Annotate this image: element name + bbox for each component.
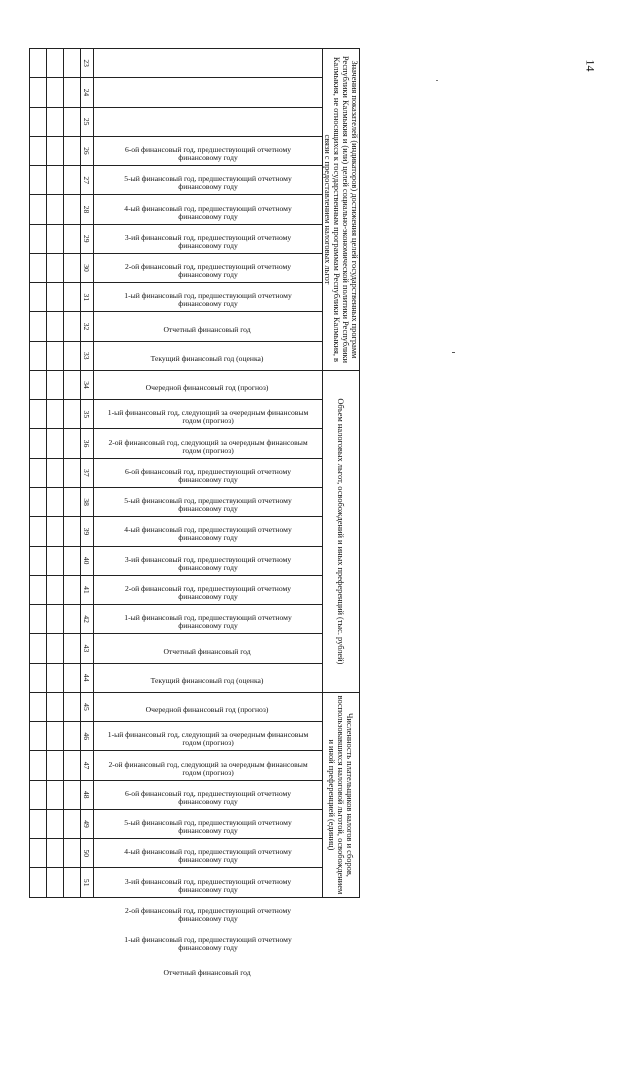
group-header-row [322, 49, 359, 898]
page-number-text: 14 [583, 59, 598, 72]
table-cell [63, 341, 80, 370]
table-cell [63, 312, 80, 341]
table-cell [29, 517, 46, 546]
column-header-label: 2-ой финансовый год, предшествующий отчетному финансовому году [124, 262, 291, 280]
table-cell [29, 195, 46, 224]
table-cell [46, 253, 63, 282]
table-cell [29, 283, 46, 312]
column-number: 49 [80, 809, 93, 838]
column-header-label: Очередной финансовый год (прогноз) [145, 383, 269, 393]
table-cell [63, 283, 80, 312]
indicator-table [29, 48, 360, 978]
table-cell [29, 136, 46, 165]
table-cell [63, 166, 80, 195]
table-row [29, 49, 46, 898]
table-cell [63, 429, 80, 458]
table-cell [46, 605, 63, 634]
column-header-label: 2-ой финансовый год, предшествующий отчетному финансовому году [124, 584, 291, 601]
table-cell [29, 809, 46, 838]
table-cell [63, 663, 80, 692]
table-cell [46, 136, 63, 165]
table-cell [29, 224, 46, 253]
column-header-label: 1-ый финансовый год, следующий за очередным финансовым годом (прогноз) [107, 408, 308, 426]
table-cell [63, 253, 80, 282]
column-number: 27 [80, 166, 93, 195]
column-header-label: 2-ой финансовый год, следующий за очередным финансовым годом (прогноз) [108, 759, 308, 777]
column-number: 51 [80, 868, 93, 898]
column-header-label: 5-ый финансовый год, предшествующий отчетному финансовому году [123, 818, 292, 836]
table-cell [29, 634, 46, 663]
table-cell [46, 839, 63, 868]
column-header-label: 2-ой финансовый год, предшествующий отчетному финансовому году [124, 905, 291, 923]
column-header-label: Текущий финансовый год (оценка) [150, 353, 264, 363]
column-number: 24 [80, 78, 93, 107]
table-cell [46, 809, 63, 838]
table-cell [63, 224, 80, 253]
table-cell [63, 839, 80, 868]
column-header-label: 1-ый финансовый год, следующий за очередным финансовым годом (прогноз) [107, 730, 308, 748]
scan-speck [452, 352, 455, 353]
table-cell [46, 663, 63, 692]
group-header: Объем налоговых льгот, освобождений и иных преференций (тыс. рублей) [322, 370, 359, 692]
table-cell [46, 370, 63, 399]
column-number: 34 [80, 370, 93, 399]
table-cell [63, 751, 80, 780]
column-number: 39 [80, 517, 93, 546]
table-cell [29, 400, 46, 429]
column-number: 38 [80, 487, 93, 516]
table-cell [46, 458, 63, 487]
column-number: 23 [80, 49, 93, 78]
table-cell [29, 722, 46, 751]
table-cell [29, 312, 46, 341]
column-number: 43 [80, 634, 93, 663]
column-number: 28 [80, 195, 93, 224]
table-cell [63, 49, 80, 78]
column-number: 33 [80, 341, 93, 370]
table-cell [29, 663, 46, 692]
table-cell [29, 605, 46, 634]
column-header-label: 2-ой финансовый год, следующий за очередным финансовым годом (прогноз) [108, 437, 308, 455]
table-cell [29, 429, 46, 458]
column-number: 46 [80, 722, 93, 751]
table-cell [29, 107, 46, 136]
table-cell [29, 780, 46, 809]
table-cell [63, 780, 80, 809]
table-cell [63, 692, 80, 721]
column-header-label: Отчетный финансовый год [163, 646, 251, 656]
column-header [93, 49, 322, 162]
table-cell [29, 839, 46, 868]
column-header-label: 4-ый финансовый год, предшествующий отчетному финансовому году [123, 203, 292, 221]
table-cell [46, 780, 63, 809]
table-cell [63, 868, 80, 898]
scan-mark [436, 80, 438, 81]
table-cell [46, 312, 63, 341]
column-number: 41 [80, 575, 93, 604]
table-cell [46, 107, 63, 136]
table-cell [29, 868, 46, 898]
table-cell [29, 487, 46, 516]
column-header-label: 3-ий финансовый год, предшествующий отчетному финансовому году [124, 554, 291, 572]
table-cell [46, 722, 63, 751]
column-header-label: Очередной финансовый год (прогноз) [145, 705, 269, 715]
column-header-label: 1-ый финансовый год, предшествующий отчетному финансовому году [123, 291, 292, 309]
column-number: 25 [80, 107, 93, 136]
column-header-label: Текущий финансовый год (оценка) [150, 675, 264, 685]
table-cell [46, 517, 63, 546]
table-cell [46, 751, 63, 780]
column-number: 32 [80, 312, 93, 341]
table-cell [29, 166, 46, 195]
table-cell [63, 575, 80, 604]
table-cell [46, 166, 63, 195]
table-cell [29, 692, 46, 721]
table-cell [29, 341, 46, 370]
table-cell [46, 868, 63, 898]
group-header: Численность плательщиков налогов и сборов, воспользовавшихся налоговой льготой, освобождением и иной преференцией (единиц) [322, 692, 359, 897]
table-cell [46, 341, 63, 370]
column-header-row [93, 49, 322, 898]
column-number: 31 [80, 283, 93, 312]
column-number: 47 [80, 751, 93, 780]
column-number: 50 [80, 839, 93, 868]
table-cell [63, 487, 80, 516]
table-cell [63, 458, 80, 487]
column-header-label: 1-ый финансовый год, предшествующий отчетному финансовому году [123, 935, 292, 953]
table-cell [63, 634, 80, 663]
page-number [580, 59, 600, 92]
column-header-label: 4-ый финансовый год, предшествующий отчетному финансовому году [123, 525, 292, 543]
table-row [63, 49, 80, 898]
table-cell [29, 751, 46, 780]
table-cell [46, 78, 63, 107]
column-number-row [80, 49, 93, 898]
table-cell [29, 370, 46, 399]
rotated-table-wrapper [30, 48, 360, 978]
column-number: 26 [80, 136, 93, 165]
column-header-label: 1-ый финансовый год, предшествующий отчетному финансовому году [123, 613, 292, 631]
column-number: 44 [80, 663, 93, 692]
rotated-table-inner [30, 48, 360, 978]
column-number: 29 [80, 224, 93, 253]
table-cell [29, 253, 46, 282]
table-cell [63, 546, 80, 575]
column-number: 37 [80, 458, 93, 487]
column-header-label: 4-ый финансовый год, предшествующий отчетному финансовому году [123, 847, 292, 865]
column-number: 35 [80, 400, 93, 429]
table-cell [29, 546, 46, 575]
table-cell [46, 487, 63, 516]
column-number: 42 [80, 605, 93, 634]
table-cell [63, 370, 80, 399]
table-cell [46, 634, 63, 663]
column-header-label: 6-ой финансовый год, предшествующий отчетному финансовому году [124, 788, 291, 806]
table-cell [63, 78, 80, 107]
table-row [46, 49, 63, 898]
table-cell [29, 458, 46, 487]
table-cell [29, 49, 46, 78]
table-cell [46, 546, 63, 575]
table-cell [46, 692, 63, 721]
column-header-label: 3-ий финансовый год, предшествующий отчетному финансовому году [124, 876, 291, 894]
column-number: 36 [80, 429, 93, 458]
column-number: 48 [80, 780, 93, 809]
table-cell [63, 517, 80, 546]
table-cell [63, 809, 80, 838]
table-cell [46, 49, 63, 78]
table-cell [63, 136, 80, 165]
table-cell [46, 575, 63, 604]
table-cell [63, 400, 80, 429]
column-header-label: 5-ый финансовый год, предшествующий отчетному финансовому году [123, 496, 292, 514]
table-cell [63, 195, 80, 224]
column-header-label: Отчетный финансовый год [163, 324, 251, 334]
table-cell [63, 605, 80, 634]
table-cell [46, 283, 63, 312]
table-cell [29, 575, 46, 604]
table-cell [46, 195, 63, 224]
column-number: 30 [80, 253, 93, 282]
column-header-label: 6-ой финансовый год, предшествующий отчетному финансовому году [124, 145, 291, 162]
table-cell [46, 224, 63, 253]
table-cell [63, 722, 80, 751]
column-header-label: 6-ой финансовый год, предшествующий отчетному финансовому году [124, 466, 291, 484]
table-cell [46, 400, 63, 429]
table-cell [63, 107, 80, 136]
column-number: 40 [80, 546, 93, 575]
column-header-label: Отчетный финансовый год [163, 968, 251, 978]
table-cell [46, 429, 63, 458]
column-header-label: 3-ий финансовый год, предшествующий отчетному финансовому году [124, 232, 291, 250]
group-header: Значения показателей (индикаторов) достижения целей государственных программ Республики Калмыкия и (или) целей социально-экономической политики Республики Калмыкия, не относящихся к государственным программам Республики Калмыкия, в связи с предоставлением налоговых льгот [322, 49, 359, 371]
table-cell [29, 78, 46, 107]
column-header-label: 5-ый финансовый год, предшествующий отчетному финансовому году [123, 174, 292, 192]
column-number: 45 [80, 692, 93, 721]
